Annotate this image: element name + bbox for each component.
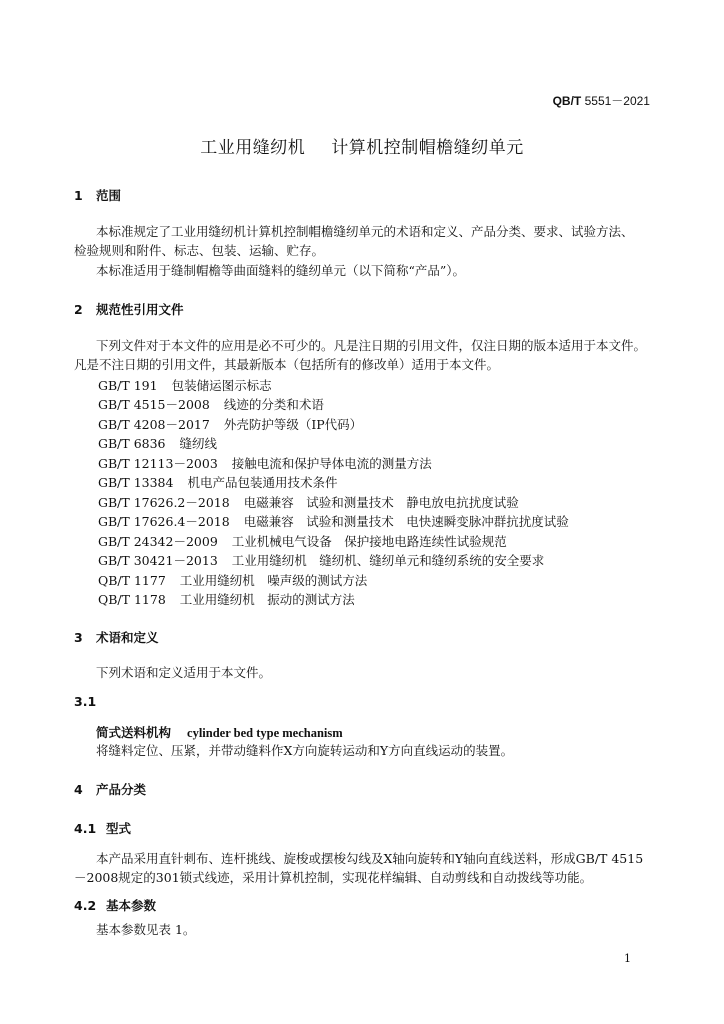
section-title: 术语和定义 — [96, 630, 159, 645]
subsection-number: 4.1 — [74, 821, 97, 836]
reference-code: GB/T 4208－2017 — [98, 417, 210, 432]
s41-paragraph-line-1: 本产品采用直针刺布、连杆挑线、旋梭或摆梭勾线及X轴向旋转和Y轴向直线送料，形成GB/T 4515 — [96, 851, 644, 866]
standard-code — [553, 92, 650, 109]
section-1-heading — [74, 186, 121, 204]
subsection-4-1-heading — [74, 819, 131, 837]
term-chinese: 简式送料机构 — [96, 725, 172, 740]
subsection-3-1-number: 3.1 — [74, 694, 97, 709]
section-title: 规范性引用文件 — [96, 302, 184, 317]
reference-name: 外壳防护等级（IP代码） — [223, 417, 363, 432]
reference-item — [98, 395, 324, 413]
s1-paragraph-1-line-2: 检验规则和附件、标志、包装、运输、贮存。 — [74, 243, 325, 258]
reference-name: 工业用缝纫机 噪声级的测试方法 — [179, 573, 368, 588]
section-number: 2 — [74, 302, 83, 317]
s41-paragraph-line-2: －2008规定的301锁式线迹，采用计算机控制，实现花样编辑、自动剪线和自动拨线等功能。 — [74, 870, 593, 885]
reference-code: QB/T 1178 — [98, 592, 166, 607]
reference-name: 接触电流和保护导体电流的测量方法 — [231, 456, 432, 471]
page-number: 1 — [624, 952, 631, 965]
reference-item — [98, 493, 519, 511]
reference-item — [98, 590, 355, 608]
s2-paragraph-line-1: 下列文件对于本文件的应用是必不可少的。凡是注日期的引用文件，仅注日期的版本适用于本文件。 — [96, 338, 647, 353]
reference-code: GB/T 13384 — [98, 475, 174, 490]
reference-name: 电磁兼容 试验和测量技术 静电放电抗扰度试验 — [243, 495, 519, 510]
section-title: 产品分类 — [96, 782, 147, 797]
reference-code: GB/T 24342－2009 — [98, 534, 218, 549]
section-number: 3 — [74, 630, 83, 645]
s1-paragraph-1-line-1: 本标准规定了工业用缝纫机计算机控制帽檐缝纫单元的术语和定义、产品分类、要求、试验方法、 — [96, 224, 634, 239]
s2-paragraph-line-2: 凡是不注日期的引用文件，其最新版本（包括所有的修改单）适用于本文件。 — [74, 357, 500, 372]
section-3-heading — [74, 628, 159, 646]
term-entry — [96, 723, 343, 743]
reference-item — [98, 376, 272, 394]
reference-code: GB/T 4515－2008 — [98, 397, 210, 412]
reference-name: 机电产品包装通用技术条件 — [187, 475, 338, 490]
section-title: 范围 — [96, 188, 122, 203]
s1-paragraph-2: 本标准适用于缝制帽檐等曲面缝料的缝纫单元（以下简称“产品”）。 — [96, 263, 466, 278]
subsection-4-2-heading — [74, 896, 156, 914]
reference-name: 缝纫线 — [179, 436, 218, 451]
reference-item — [98, 532, 507, 550]
reference-name: 线迹的分类和术语 — [223, 397, 324, 412]
reference-code: GB/T 17626.2－2018 — [98, 495, 230, 510]
subsection-number: 4.2 — [74, 898, 97, 913]
reference-item — [98, 551, 544, 569]
document-title — [0, 133, 724, 158]
section-number: 1 — [74, 188, 83, 203]
term-english: cylinder bed type mechanism — [187, 726, 343, 740]
s42-paragraph: 基本参数见表 1。 — [96, 922, 196, 937]
reference-item — [98, 454, 432, 472]
reference-item — [98, 512, 569, 530]
s3-paragraph: 下列术语和定义适用于本文件。 — [96, 665, 272, 680]
title-part-1: 工业用缝纫机 — [200, 138, 306, 158]
reference-code: GB/T 191 — [98, 378, 158, 393]
reference-item — [98, 415, 362, 433]
section-2-heading — [74, 300, 184, 318]
reference-item — [98, 473, 337, 491]
reference-code: GB/T 30421－2013 — [98, 553, 218, 568]
subsection-title: 基本参数 — [106, 898, 157, 913]
standard-code-number: 5551－2021 — [584, 94, 650, 108]
reference-code: GB/T 6836 — [98, 436, 166, 451]
section-4-heading — [74, 780, 146, 798]
standard-code-prefix: QB/T — [552, 94, 582, 108]
reference-code: GB/T 17626.4－2018 — [98, 514, 230, 529]
reference-name: 电磁兼容 试验和测量技术 电快速瞬变脉冲群抗扰度试验 — [243, 514, 569, 529]
reference-name: 工业用缝纫机 振动的测试方法 — [179, 592, 355, 607]
reference-name: 工业机械电气设备 保护接地电路连续性试验规范 — [231, 534, 507, 549]
reference-code: QB/T 1177 — [98, 573, 166, 588]
subsection-title: 型式 — [106, 821, 132, 836]
reference-name: 工业用缝纫机 缝纫机、缝纫单元和缝纫系统的安全要求 — [231, 553, 545, 568]
term-definition: 将缝料定位、压紧，并带动缝料作X方向旋转运动和Y方向直线运动的装置。 — [96, 743, 514, 758]
reference-item — [98, 434, 217, 452]
section-number: 4 — [74, 782, 83, 797]
reference-code: GB/T 12113－2003 — [98, 456, 218, 471]
reference-item — [98, 571, 367, 589]
title-part-2: 计算机控制帽檐缝纫单元 — [331, 138, 524, 158]
reference-name: 包装储运图示标志 — [171, 378, 272, 393]
